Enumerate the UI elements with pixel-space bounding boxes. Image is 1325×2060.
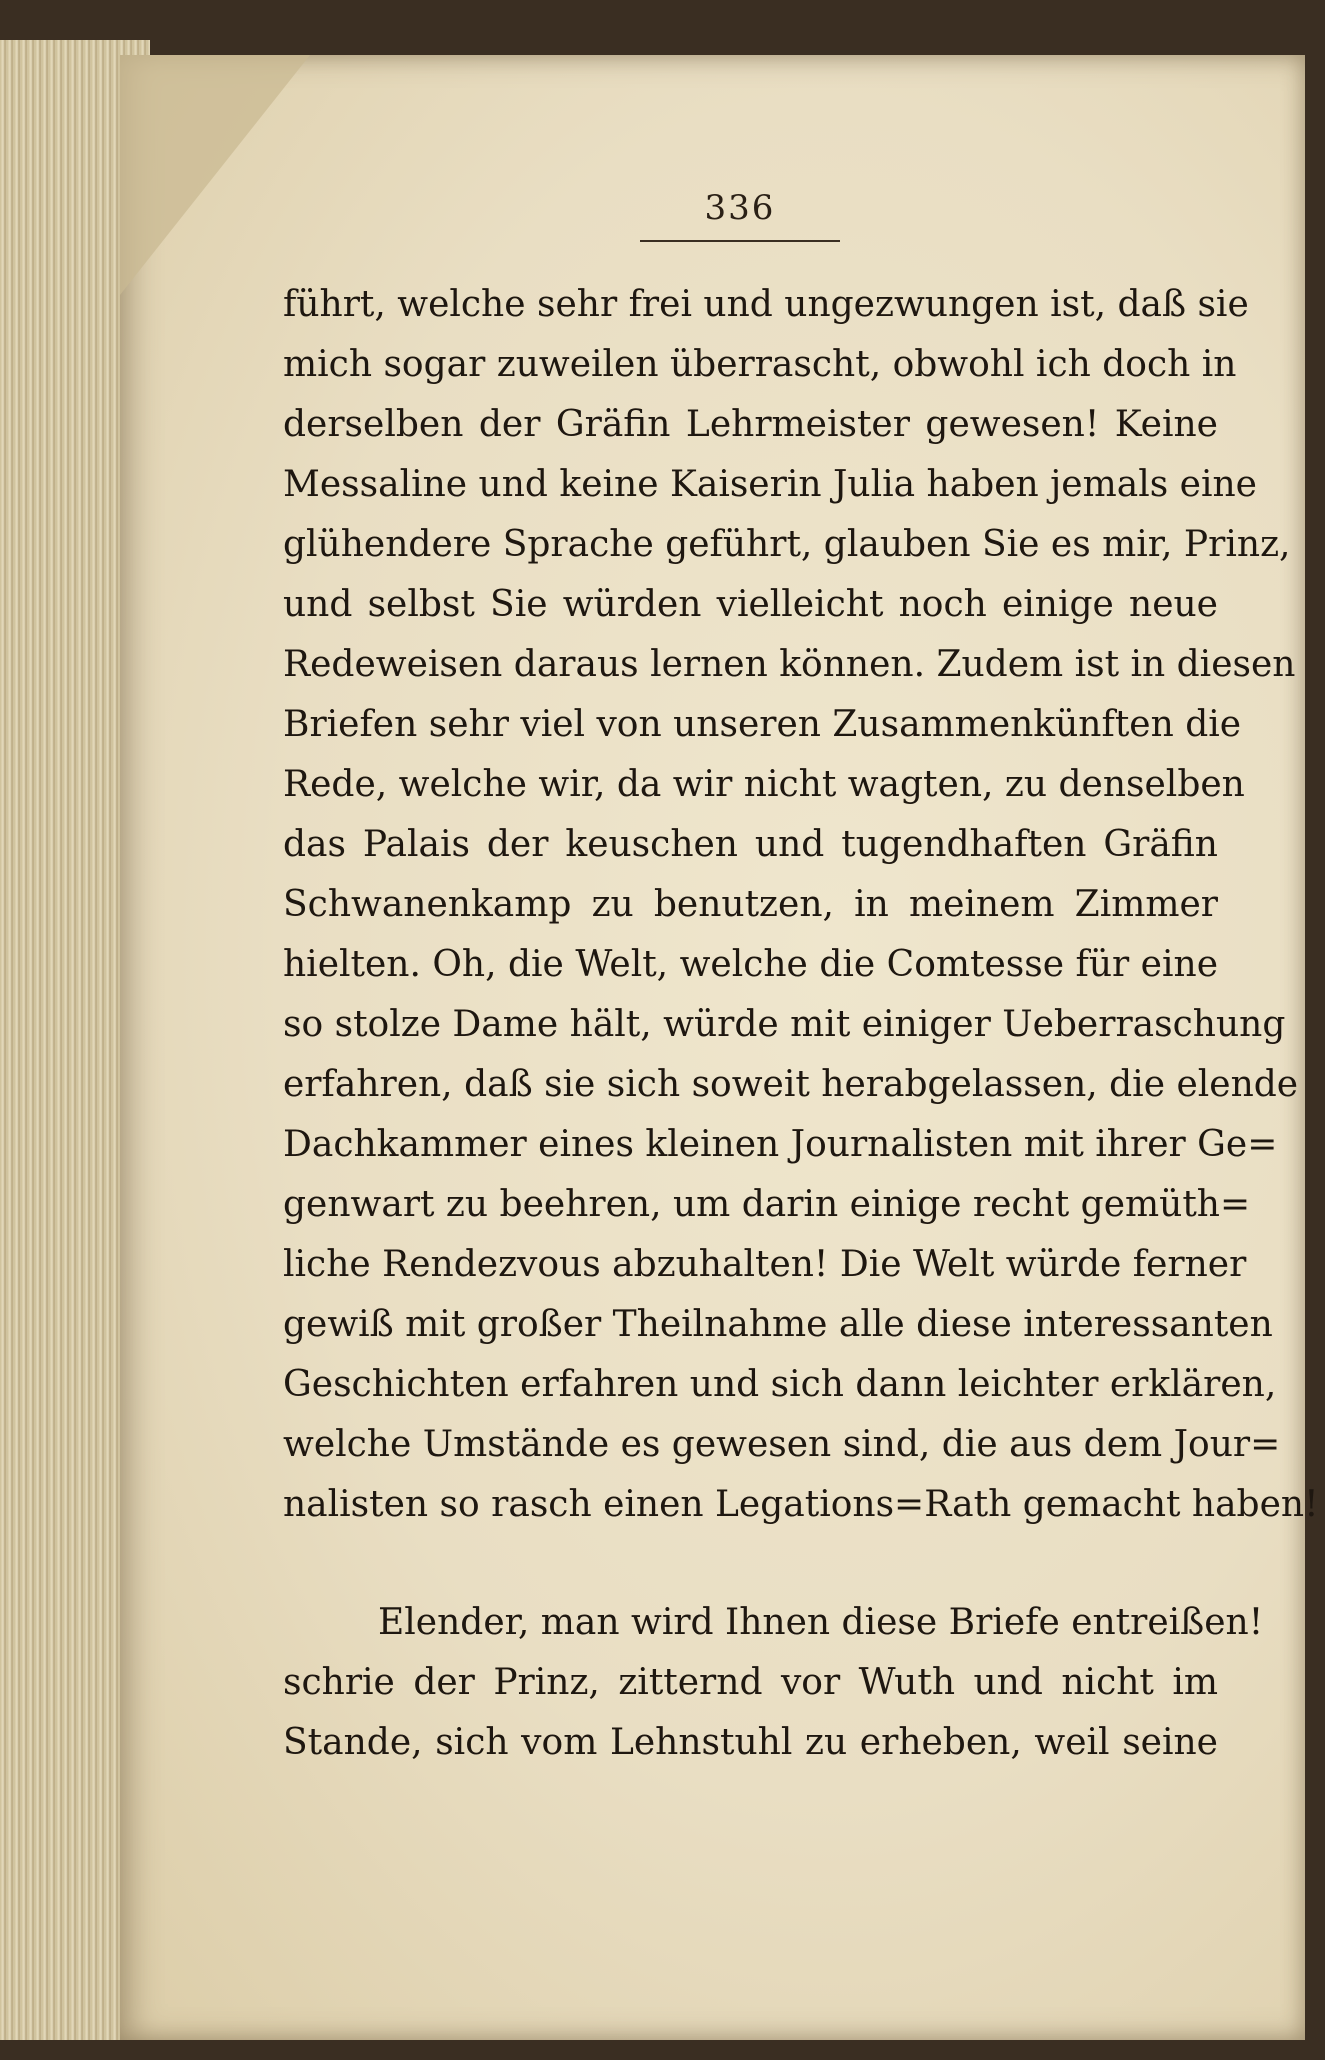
text-line: gewiß mit großer Theilnahme alle diese interessanten <box>283 1304 1273 1345</box>
text-line: glühendere Sprache geführt, glauben Sie es mir, Prinz, <box>283 524 1291 565</box>
text-line: Geschichten erfahren und sich dann leichter erklären, <box>283 1364 1277 1405</box>
text-line: erfahren, daß sie sich soweit herabgelassen, die elende <box>283 1064 1299 1105</box>
text-line: welche Umstände es gewesen sind, die aus dem Jour= <box>283 1424 1281 1465</box>
text-line: Redeweisen daraus lernen können. Zudem ist in diesen <box>283 644 1296 685</box>
paragraph-2 <box>283 1593 1264 1773</box>
page-text <box>283 275 1319 1773</box>
text-line: mich sogar zuweilen überrascht, obwohl ich doch in <box>283 344 1237 385</box>
text-line: Schwanenkamp zu benutzen, in meinem Zimmer <box>283 884 1218 925</box>
header-rule <box>640 240 840 242</box>
text-line: Rede, welche wir, da wir nicht wagten, zu denselben <box>283 764 1245 805</box>
text-line: Briefen sehr viel von unseren Zusammenkünften die <box>283 704 1242 745</box>
page-number: 336 <box>704 188 776 228</box>
text-line: Dachkammer eines kleinen Journalisten mit ihrer Ge= <box>283 1124 1278 1165</box>
text-line: schrie der Prinz, zitternd vor Wuth und nicht im <box>283 1662 1218 1703</box>
text-line: Elender, man wird Ihnen diese Briefe entreißen! <box>378 1602 1264 1643</box>
text-line: das Palais der keuschen und tugendhaften Gräfin <box>283 824 1218 865</box>
text-line: nalisten so rasch einen Legations=Rath gemacht haben! <box>283 1484 1319 1525</box>
text-line: genwart zu beehren, um darin einige recht gemüth= <box>283 1184 1251 1225</box>
folded-corner <box>120 55 310 295</box>
text-line: Stande, sich vom Lehnstuhl zu erheben, weil seine <box>283 1722 1218 1763</box>
text-line: so stolze Dame hält, würde mit einiger Ueberraschung <box>283 1004 1286 1045</box>
text-line: derselben der Gräfin Lehrmeister gewesen! Keine <box>283 404 1218 445</box>
paragraph-gap <box>283 1535 1218 1593</box>
text-line: hielten. Oh, die Welt, welche die Comtesse für eine <box>283 944 1218 985</box>
text-line: liche Rendezvous abzuhalten! Die Welt würde ferner <box>283 1244 1247 1285</box>
text-line: und selbst Sie würden vielleicht noch einige neue <box>283 584 1218 625</box>
text-line: Messaline und keine Kaiserin Julia haben jemals eine <box>283 464 1257 505</box>
text-line: führt, welche sehr frei und ungezwungen ist, daß sie <box>283 284 1249 325</box>
paragraph-1 <box>283 275 1319 1535</box>
